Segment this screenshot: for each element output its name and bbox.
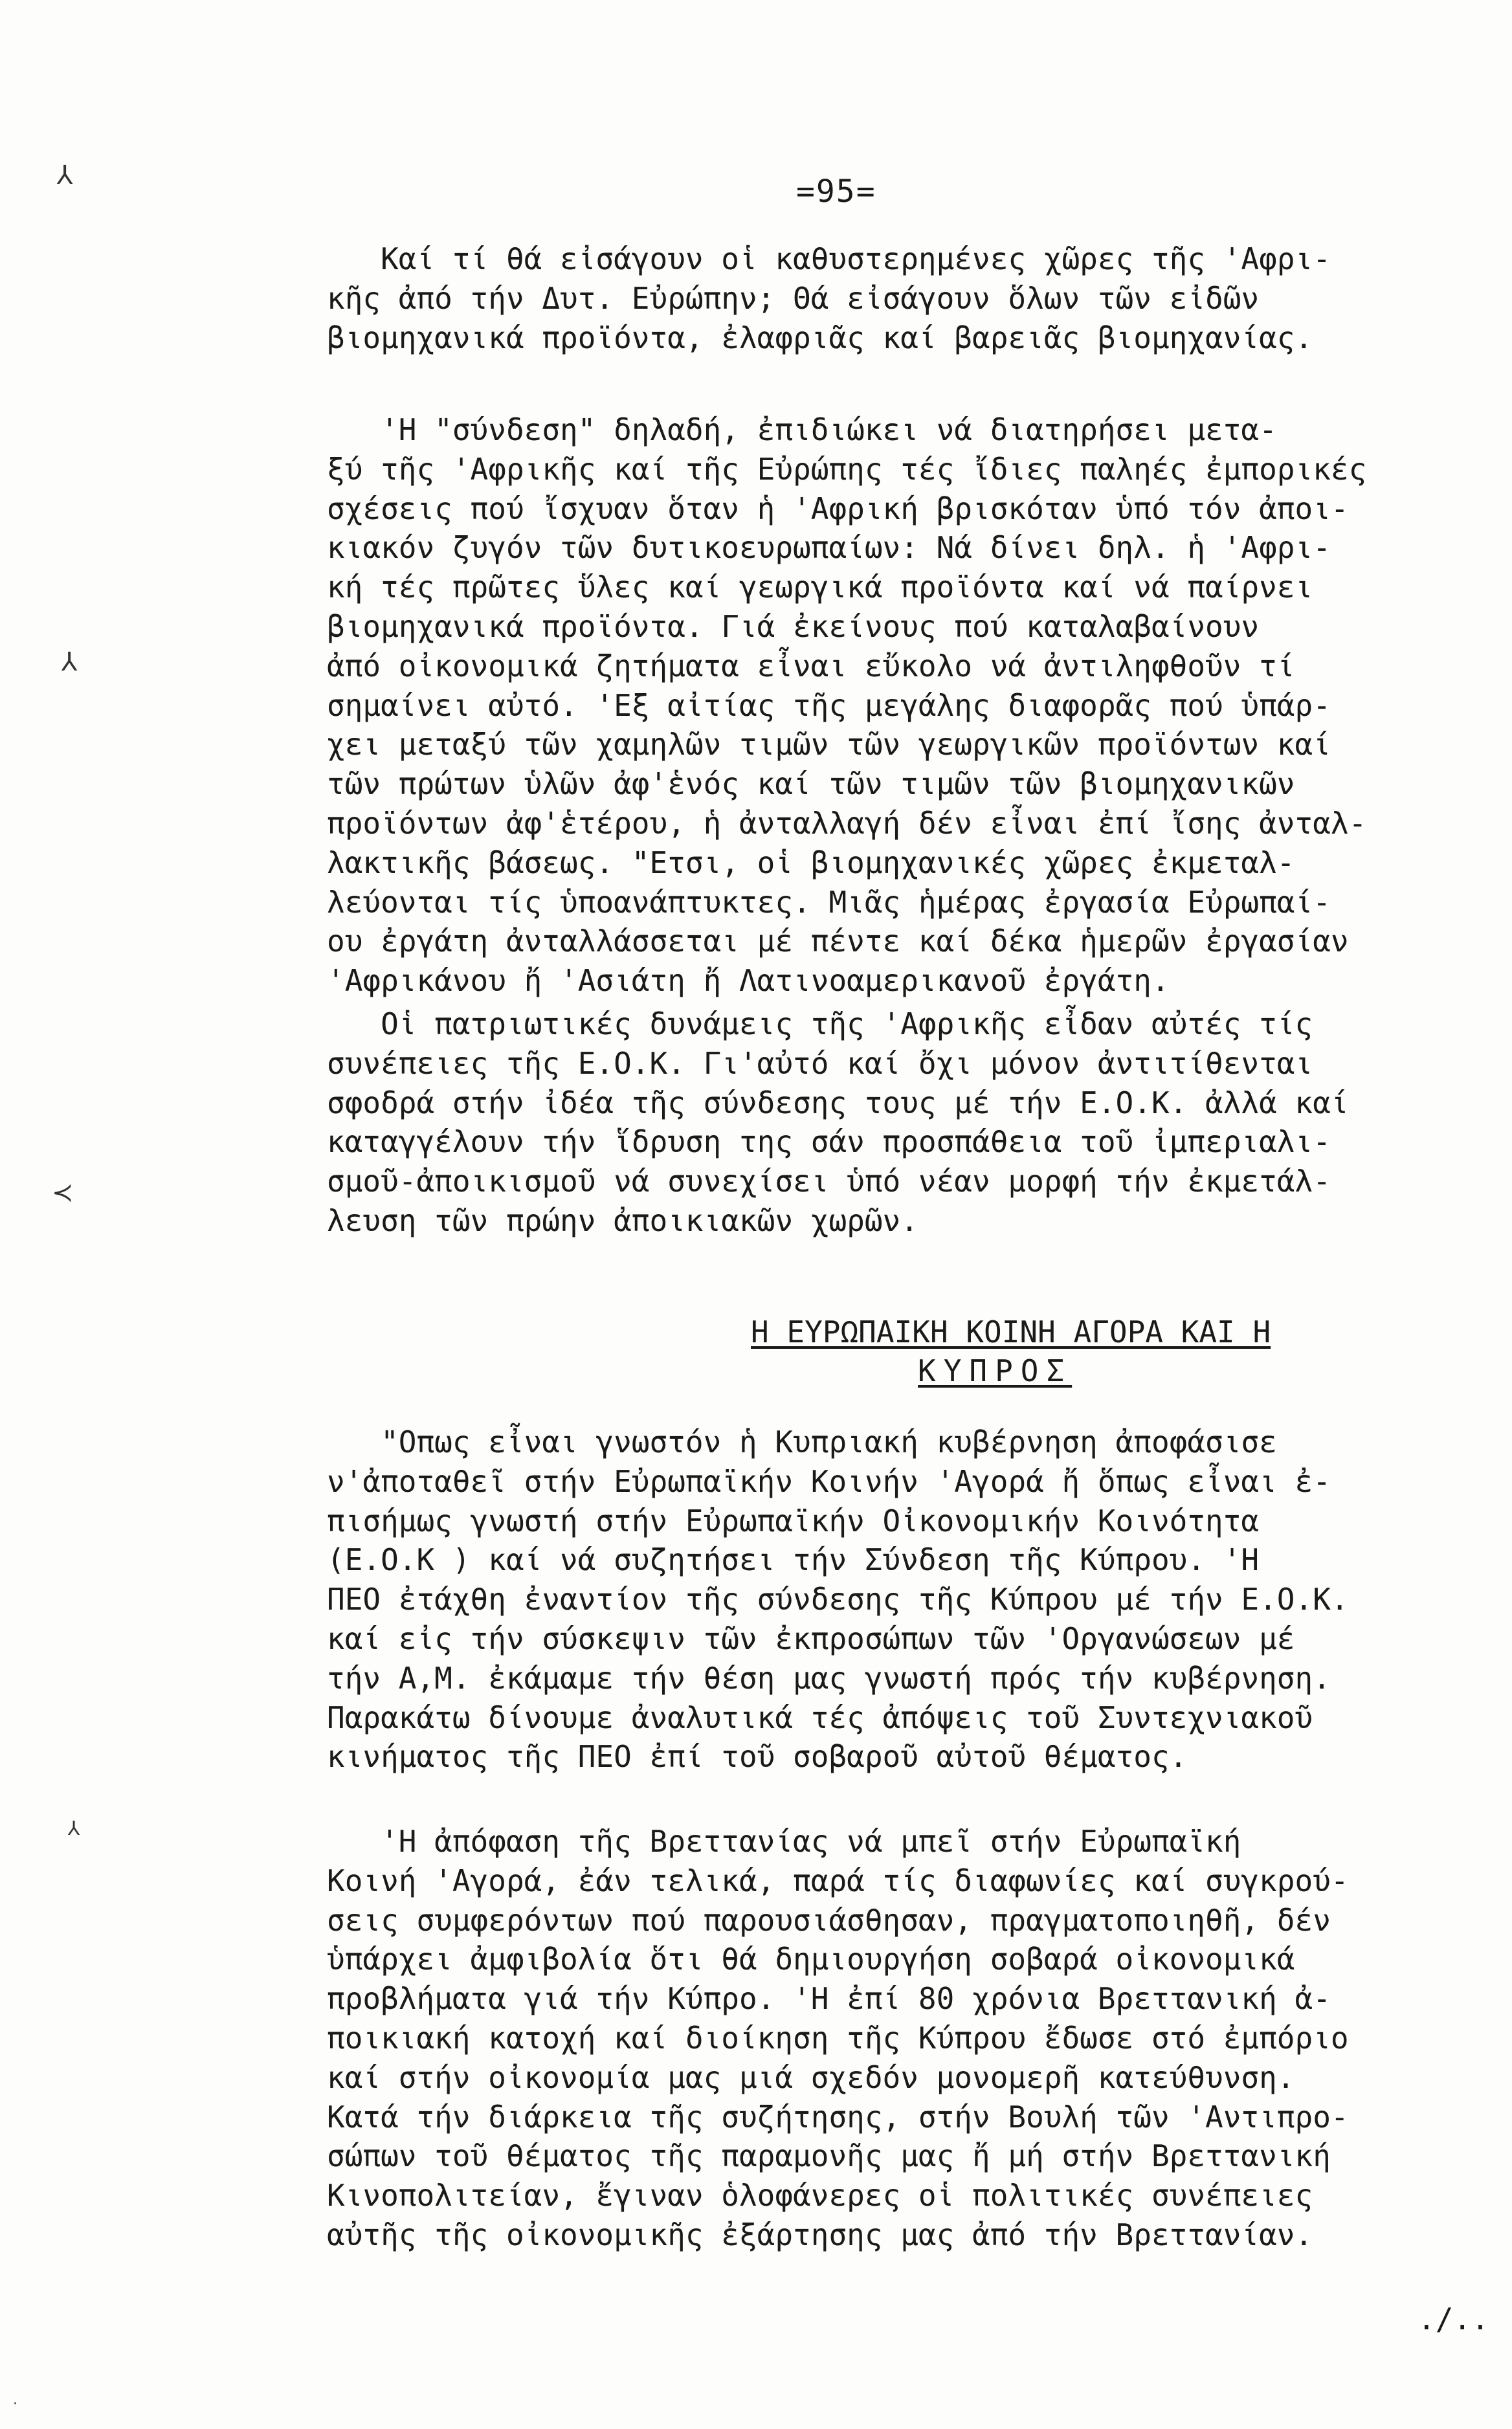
section-heading [751, 1313, 1333, 1390]
section-heading-line2: ΚΥΠΡΟΣ [918, 1353, 1073, 1388]
paragraph-patriotic-forces: Οἱ πατριωτικές δυνάμεις τῆς 'Αφρικῆς εἶδαν αὐτές τίς συνέπειες τῆς Ε.Ο.Κ. Γι'αὐτό καί ὄχι μόνον ἀντιτίθενται σφοδρά στήν ἰδέα τῆς σύνδεσης τους μέ τήν Ε.Ο.Κ. ἀλλά καί καταγγέλουν τήν ἵδρυση της σάν προσπάθεια τοῦ ἰμπεριαλι- σμοῦ-ἀποικισμοῦ νά συνεχίσει ὑπό νέαν μορφή τήν ἐκμετάλ- λευση τῶν πρώην ἀποικιακῶν χωρῶν. [327, 1006, 1349, 1238]
margin-mark: ≺ [52, 1178, 74, 1208]
margin-mark: ⅄ [68, 1817, 80, 1840]
paragraph-britain-decision: 'Η ἀπόφαση τῆς Βρεττανίας νά μπεῖ στήν Εὐρωπαϊκή Κοινή 'Αγορά, ἐάν τελικά, παρά τίς διαφωνίες καί συγκρού- σεις συμφερόντων πού παρουσιάσθησαν, πραγματοποιηθῆ, δέν ὑπάρχει ἀμφιβολία ὅτι θά δημιουργήση σοβαρά οἰκονομικά προβλήματα γιά τήν Κύπρο. 'Η ἐπί 80 χρόνια Βρεττανική ἀ- ποικιακή κατοχή καί διοίκηση τῆς Κύπρου ἔδωσε στό ἐμπόριο καί στήν οἰκονομία μας μιά σχεδόν μονομερῆ κατεύθυνση. Κατά τήν διάρκεια τῆς συζήτησης, στήν Βουλή τῶν 'Αντιπρο- σώπων τοῦ θέματος τῆς παραμονῆς μας ἤ μή στήν Βρεττανική Κινοπολιτείαν, ἔγιναν ὁλοφάνερες οἱ πολιτικές συνέπειες αὐτῆς τῆς οἰκονομικῆς ἐξάρτησης μας ἀπό τήν Βρεττανίαν. [327, 1824, 1349, 2252]
margin-mark: ⅄ [61, 647, 78, 677]
page-number: =95= [796, 173, 876, 210]
continuation-mark: ./.. [1418, 2301, 1489, 2336]
paragraph-imports: Καί τί θά εἰσάγουν οἱ καθυστερημένες χῶρες τῆς 'Αφρι- κῆς ἀπό τήν Δυτ. Εὐρώπην; Θά εἰσάγουν ὅλων τῶν εἰδῶν βιομηχανικά προϊόντα, ἐλαφριᾶς καί βαρειᾶς βιομηχανίας. [327, 241, 1331, 355]
paragraph-association: 'Η "σύνδεση" δηλαδή, ἐπιδιώκει νά διατηρήσει μετα- ξύ τῆς 'Αφρικῆς καί τῆς Εὐρώπης τές ἴδιες παληές ἐμπορικές σχέσεις πού ἴσχυαν ὅταν ἡ 'Αφρική βρισκόταν ὑπό τόν ἀποι- κιακόν ζυγόν τῶν δυτικοευρωπαίων: Νά δίνει δηλ. ἡ 'Αφρι- κή τές πρῶτες ὕλες καί γεωργικά προϊόντα καί νά παίρνει βιομηχανικά προϊόντα. Γιά ἐκείνους πού καταλαβαίνουν ἀπό οἰκονομικά ζητήματα εἶναι εὔκολο νά ἀντιληφθοῦν τί σημαίνει αὐτό. 'Εξ αἰτίας τῆς μεγάλης διαφορᾶς πού ὑπάρ- χει μεταξύ τῶν χαμηλῶν τιμῶν τῶν γεωργικῶν προϊόντων καί τῶν πρώτων ὑλῶν ἀφ'ἑνός καί τῶν τιμῶν τῶν βιομηχανικῶν προϊόντων ἀφ'ἑτέρου, ἡ ἀνταλλαγή δέν εἶναι ἐπί ἴσης ἀνταλ- λακτικῆς βάσεως. "Ετσι, οἱ βιομηχανικές χῶρες ἐκμεταλ- λεύονται τίς ὑποανάπτυκτες. Μιᾶς ἡμέρας ἐργασία Εὐρωπαί- ου ἐργάτη ἀνταλλάσσεται μέ πέντε καί δέκα ἡμερῶν ἐργασίαν 'Αφρικάνου ἤ 'Ασιάτη ἤ Λατινοαμερικανοῦ ἐργάτη. [327, 412, 1367, 999]
section-heading-line1: Η ΕΥΡΩΠΑΙΚΗ ΚΟΙΝΗ ΑΓΟΡΑ ΚΑΙ Η [751, 1314, 1271, 1349]
margin-mark: · [13, 2396, 17, 2412]
margin-mark: ⅄ [57, 161, 73, 190]
paragraph-cyprus-government: "Οπως εἶναι γνωστόν ἡ Κυπριακή κυβέρνηση ἀποφάσισε ν'ἀποταθεῖ στήν Εὐρωπαϊκήν Κοινήν 'Αγορά ἤ ὅπως εἶναι ἐ- πισήμως γνωστή στήν Εὐρωπαϊκήν Οἰκονομικήν Κοινότητα (Ε.Ο.Κ ) καί νά συζητήσει τήν Σύνδεση τῆς Κύπρου. 'Η ΠΕΟ ἐτάχθη ἐναντίον τῆς σύνδεσης τῆς Κύπρου μέ τήν Ε.Ο.Κ. καί εἰς τήν σύσκεψιν τῶν ἐκπροσώπων τῶν 'Οργανώσεων μέ τήν Α,Μ. ἐκάμαμε τήν θέση μας γνωστή πρός τήν κυβέρνηση. Παρακάτω δίνουμε ἀναλυτικά τές ἀπόψεις τοῦ Συντεχνιακοῦ κινήματος τῆς ΠΕΟ ἐπί τοῦ σοβαροῦ αὐτοῦ θέματος. [327, 1425, 1349, 1775]
